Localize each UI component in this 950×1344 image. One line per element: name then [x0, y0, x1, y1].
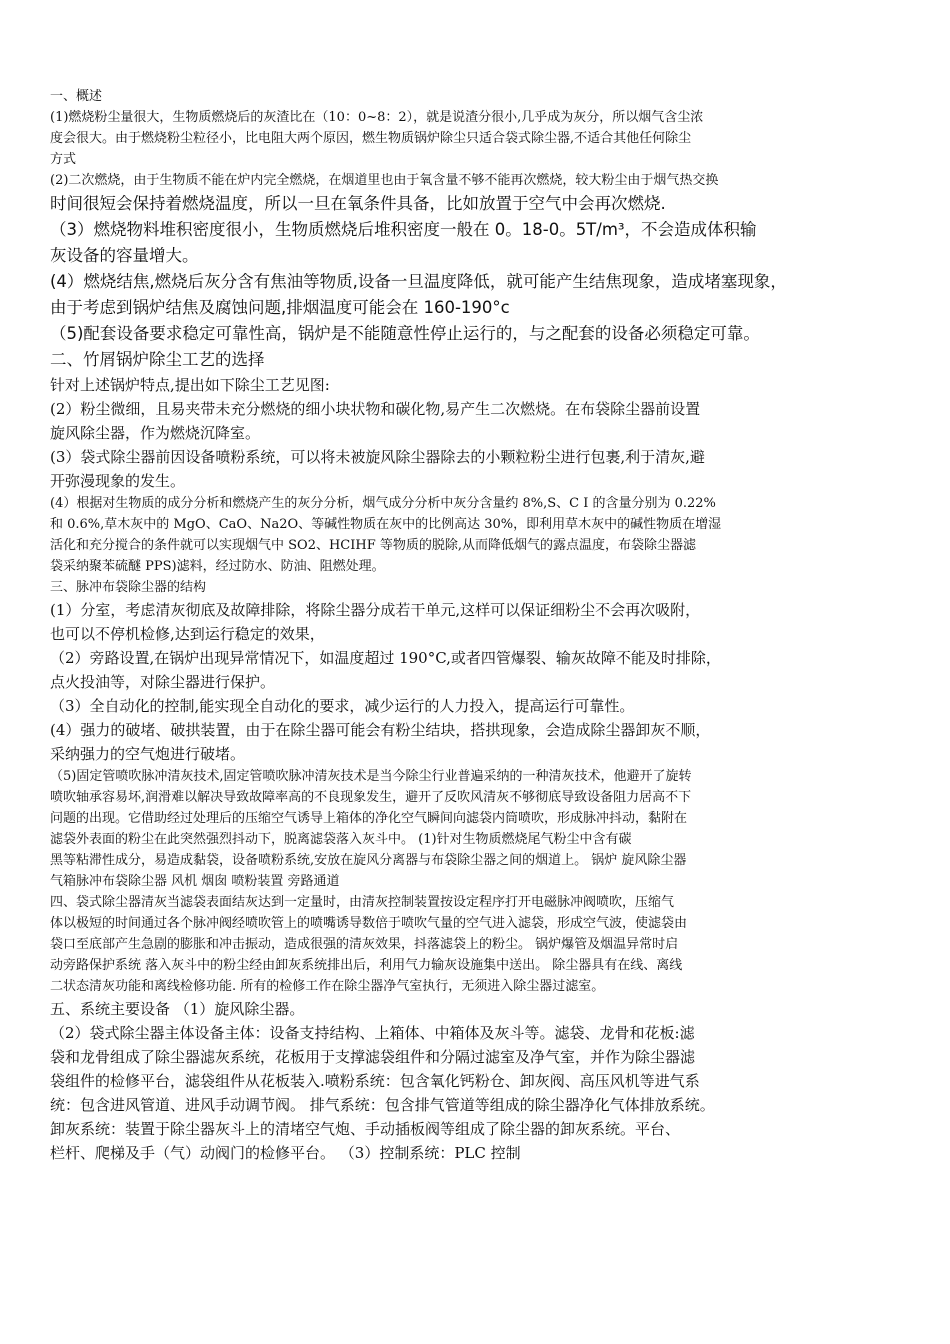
paragraph-line: (1）分室，考虑清灰彻底及故障排除，将除尘器分成若干单元,这样可以保证细粉尘不会再次吸附，: [50, 601, 701, 619]
section-heading: 二、竹屑锅炉除尘工艺的选择: [50, 350, 265, 369]
paragraph-line: （3）全自动化的控制,能实现全自动化的要求，减少运行的人力投入，提高运行可靠性。: [50, 697, 635, 715]
paragraph-line: (1)燃烧粉尘量很大，生物质燃烧后的灰渣比在（10：0~8：2），就是说渣分很小,几乎成为灰分，所以烟气含尘浓: [50, 110, 704, 125]
paragraph-line: 喷吹轴承容易坏,润滑难以解决导致故障率高的不良现象发生，避开了反吹风清灰不够彻底导致设备阻力居高不下: [50, 790, 692, 805]
paragraph-line: （5)固定管喷吹脉冲清灰技术,固定管喷吹脉冲清灰技术是当今除尘行业普遍采纳的一种清灰技术，他避开了旋转: [50, 769, 692, 784]
paragraph-line: （2）袋式除尘器主体设备主体：设备支持结构、上箱体、中箱体及灰斗等。滤袋、龙骨和花板:滤: [50, 1024, 695, 1042]
paragraph-line: （2）旁路设置,在锅炉出现异常情况下，如温度超过 190°C,或者四管爆裂、输灰故障不能及时排除，: [50, 649, 721, 667]
paragraph-line: 黑等粘滞性成分，易造成黏袋，设备喷粉系统,安放在旋风分离器与布袋除尘器之间的烟道上。 锅炉 旋风除尘器: [50, 853, 687, 868]
paragraph-line: 问题的出现。它借助经过处理后的压缩空气诱导上箱体的净化空气瞬间向滤袋内筒喷吹，形成脉冲抖动，黏附在: [50, 811, 688, 826]
paragraph-line: (4）根据对生物质的成分分析和燃烧产生的灰分分析，烟气成分分析中灰分含量约 8%,S、C I 的含量分别为 0.22%: [50, 496, 716, 511]
paragraph-line: 滤袋外表面的粉尘在此突然强烈抖动下，脱离滤袋落入灰斗中。 (1)针对生物质燃烧尾气粉尘中含有碳: [50, 832, 632, 847]
section-heading: 一、概述: [50, 89, 103, 104]
paragraph-line: 灰设备的容量增大。: [50, 246, 199, 265]
paragraph-line: 和 0.6%,草木灰中的 MgO、CaO、Na2O、等碱性物质在灰中的比例高达 30%，即利用草木灰中的碱性物质在增湿: [50, 517, 722, 532]
paragraph-line: 气箱脉冲布袋除尘器 风机 烟囱 喷粉装置 旁路通道: [50, 874, 340, 889]
paragraph-line: (3）袋式除尘器前因设备喷粉系统，可以将未被旋风除尘器除去的小颗粒粉尘进行包裹,利于清灰,避: [50, 448, 705, 466]
paragraph-line: 体以极短的时间通过各个脉冲阀经喷吹管上的喷嘴诱导数倍于喷吹气量的空气进入滤袋，形成空气波，使滤袋由: [50, 916, 688, 931]
paragraph-line: 开弥漫现象的发生。: [50, 472, 186, 490]
paragraph-line: 点火投油等，对除尘器进行保护。: [50, 673, 276, 691]
paragraph-line: (4）强力的破堵、破拱装置，由于在除尘器可能会有粉尘结块，搭拱现象，会造成除尘器卸灰不顺，: [50, 721, 711, 739]
paragraph-line: 方式: [50, 152, 77, 167]
paragraph-line: 针对上述锅炉特点,提出如下除尘工艺见图:: [50, 376, 330, 394]
paragraph-line: 也可以不停机检修,达到运行稳定的效果，: [50, 625, 325, 643]
paragraph-line: 动旁路保护系统 落入灰斗中的粉尘经由卸灰系统排出后，利用气力输灰设施集中送出。 除尘器具有在线、离线: [50, 958, 683, 973]
paragraph-line: 袋和龙骨组成了除尘器滤灰系统，花板用于支撑滤袋组件和分隔过滤室及净气室，并作为除尘器滤: [50, 1048, 696, 1066]
section-heading: 三、脉冲布袋除尘器的结构: [50, 580, 207, 595]
paragraph-line: 卸灰系统：装置于除尘器灰斗上的清堵空气炮、手动插板阀等组成了除尘器的卸灰系统。平台、: [50, 1120, 681, 1138]
section-heading: 五、系统主要设备 （1）旋风除尘器。: [50, 1000, 305, 1018]
paragraph-line: 度会很大。由于燃烧粉尘粒径小，比电阻大两个原因，燃生物质锅炉除尘只适合袋式除尘器,不适合其他任何除尘: [50, 131, 692, 146]
paragraph-line: 二状态清灰功能和离线检修功能. 所有的检修工作在除尘器净气室执行，无须进入除尘器过滤室。: [50, 979, 605, 994]
paragraph-line: 由于考虑到锅炉结焦及腐蚀问题,排烟温度可能会在 160-190°c: [50, 298, 510, 317]
paragraph-line: (4）燃烧结焦,燃烧后灰分含有焦油等物质,设备一旦温度降低，就可能产生结焦现象，造成堵塞现象，: [50, 272, 787, 291]
paragraph-line: (2）粉尘微细，且易夹带未充分燃烧的细小块状物和碳化物,易产生二次燃烧。在布袋除尘器前设置: [50, 400, 701, 418]
paragraph-line: （5)配套设备要求稳定可靠性高，锅炉是不能随意性停止运行的，与之配套的设备必须稳定可靠。: [50, 324, 760, 343]
paragraph-line: 时间很短会保持着燃烧温度，所以一旦在氧条件具备，比如放置于空气中会再次燃烧.: [50, 194, 666, 213]
paragraph-line: 四、袋式除尘器清灰当滤袋表面结灰达到一定量时，由清灰控制装置按设定程序打开电磁脉冲阀喷吹，压缩气: [50, 895, 675, 910]
document-body: [50, 86, 890, 1165]
paragraph-line: (2)二次燃烧，由于生物质不能在炉内完全燃烧，在烟道里也由于氧含量不够不能再次燃烧，较大粉尘由于烟气热交换: [50, 173, 719, 188]
paragraph-line: （3）燃烧物料堆积密度很小，生物质燃烧后堆积密度一般在 0。18-0。5T/m³，不会造成体积输: [50, 220, 757, 239]
paragraph-line: 袋口至底部产生急剧的膨胀和冲击振动，造成很强的清灰效果，抖落滤袋上的粉尘。 锅炉爆管及烟温异常时启: [50, 937, 679, 952]
paragraph-line: 袋组件的检修平台，滤袋组件从花板装入.喷粉系统：包含氧化钙粉仓、卸灰阀、高压风机等进气系: [50, 1072, 700, 1090]
paragraph-line: 袋采纳聚苯硫醚 PPS)滤料，经过防水、防油、阻燃处理。: [50, 559, 385, 574]
paragraph-line: 旋风除尘器，作为燃烧沉降室。: [50, 424, 261, 442]
paragraph-line: 统：包含进风管道、进风手动调节阀。 排气系统：包含排气管道等组成的除尘器净化气体排放系统。: [50, 1096, 715, 1114]
paragraph-line: 活化和充分搅合的条件就可以实现烟气中 SO2、HCIHF 等物质的脱除,从而降低烟气的露点温度，布袋除尘器滤: [50, 538, 697, 553]
paragraph-line: 采纳强力的空气炮进行破堵。: [50, 745, 246, 763]
paragraph-line: 栏杆、爬梯及手（气）动阀门的检修平台。 （3）控制系统：PLC 控制: [50, 1144, 521, 1162]
